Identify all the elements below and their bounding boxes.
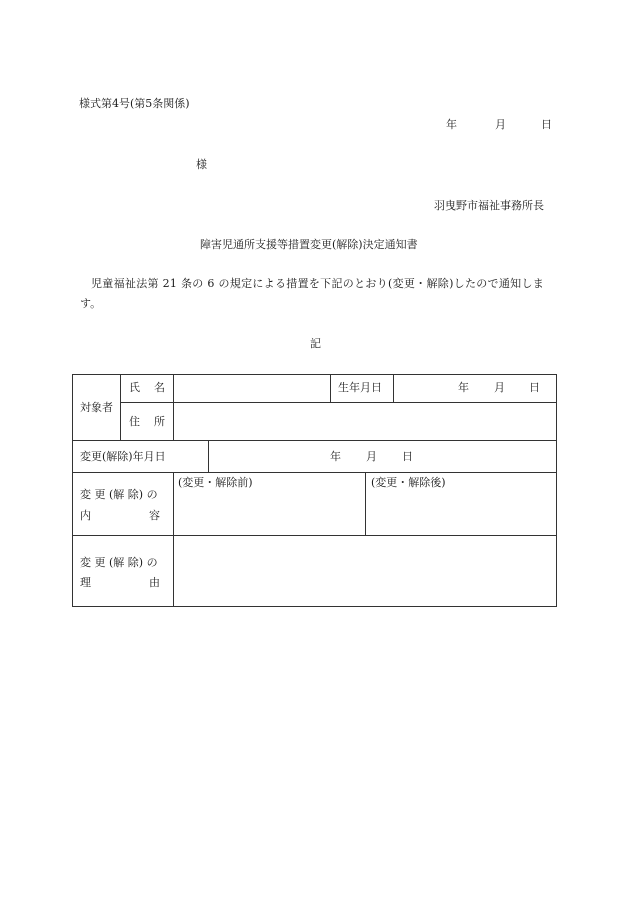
- birthdate-year: 年: [458, 381, 469, 394]
- ki-heading: 記: [310, 337, 321, 350]
- change-date-label: 変更(解除)年月日: [80, 450, 166, 463]
- table-line-content-label-right: [173, 472, 174, 607]
- date-month: 月: [495, 118, 506, 131]
- table-line-subject-right: [120, 374, 121, 441]
- change-date-month: 月: [366, 450, 377, 463]
- reason-label-line-2a: 理: [80, 576, 91, 589]
- table-line-birth-left: [330, 374, 331, 403]
- form-number: 様式第4号(第5条関係): [79, 97, 190, 110]
- body-line-2: す。: [80, 297, 102, 310]
- table-border-bottom: [72, 606, 557, 607]
- change-date-day: 日: [402, 450, 413, 463]
- table-line-before-after: [365, 472, 366, 536]
- content-label-line-1: 変 更 (解 除) の: [80, 488, 158, 501]
- table-line-date-bottom: [72, 472, 557, 473]
- date-year: 年: [446, 118, 457, 131]
- birthdate-month: 月: [494, 381, 505, 394]
- table-line-subject-bottom: [72, 440, 557, 441]
- address-label-2: 所: [154, 415, 165, 428]
- reason-label-line-2b: 由: [149, 576, 160, 589]
- table-border-right: [556, 374, 557, 607]
- address-label-1: 住: [129, 415, 140, 428]
- table-border-top: [72, 374, 557, 375]
- name-label-2: 名: [154, 381, 165, 394]
- table-line-name-bottom: [120, 402, 557, 403]
- reason-label-line-1: 変 更 (解 除) の: [80, 556, 158, 569]
- document-title: 障害児通所支援等措置変更(解除)決定通知書: [200, 238, 418, 251]
- issuer-name: 羽曳野市福祉事務所長: [434, 199, 544, 212]
- name-label-1: 氏: [129, 381, 140, 394]
- table-border-left: [72, 374, 73, 607]
- table-line-label-right: [173, 374, 174, 441]
- content-label-line-2a: 内: [80, 509, 91, 522]
- birthdate-day: 日: [529, 381, 540, 394]
- after-change-label: (変更・解除後): [371, 476, 446, 489]
- table-line-content-bottom: [72, 535, 557, 536]
- before-change-label: (変更・解除前): [178, 476, 253, 489]
- content-label-line-2b: 容: [149, 509, 160, 522]
- change-date-year: 年: [330, 450, 341, 463]
- date-day: 日: [541, 118, 552, 131]
- body-line-1: 児童福祉法第 21 条の 6 の規定による措置を下記のとおり(変更・解除)したので通知しま: [91, 277, 545, 290]
- recipient-suffix: 様: [196, 158, 207, 171]
- table-line-birth-right: [393, 374, 394, 403]
- table-line-date-label-right: [208, 440, 209, 473]
- birthdate-label: 生年月日: [338, 381, 382, 394]
- subject-label: 対象者: [80, 401, 113, 414]
